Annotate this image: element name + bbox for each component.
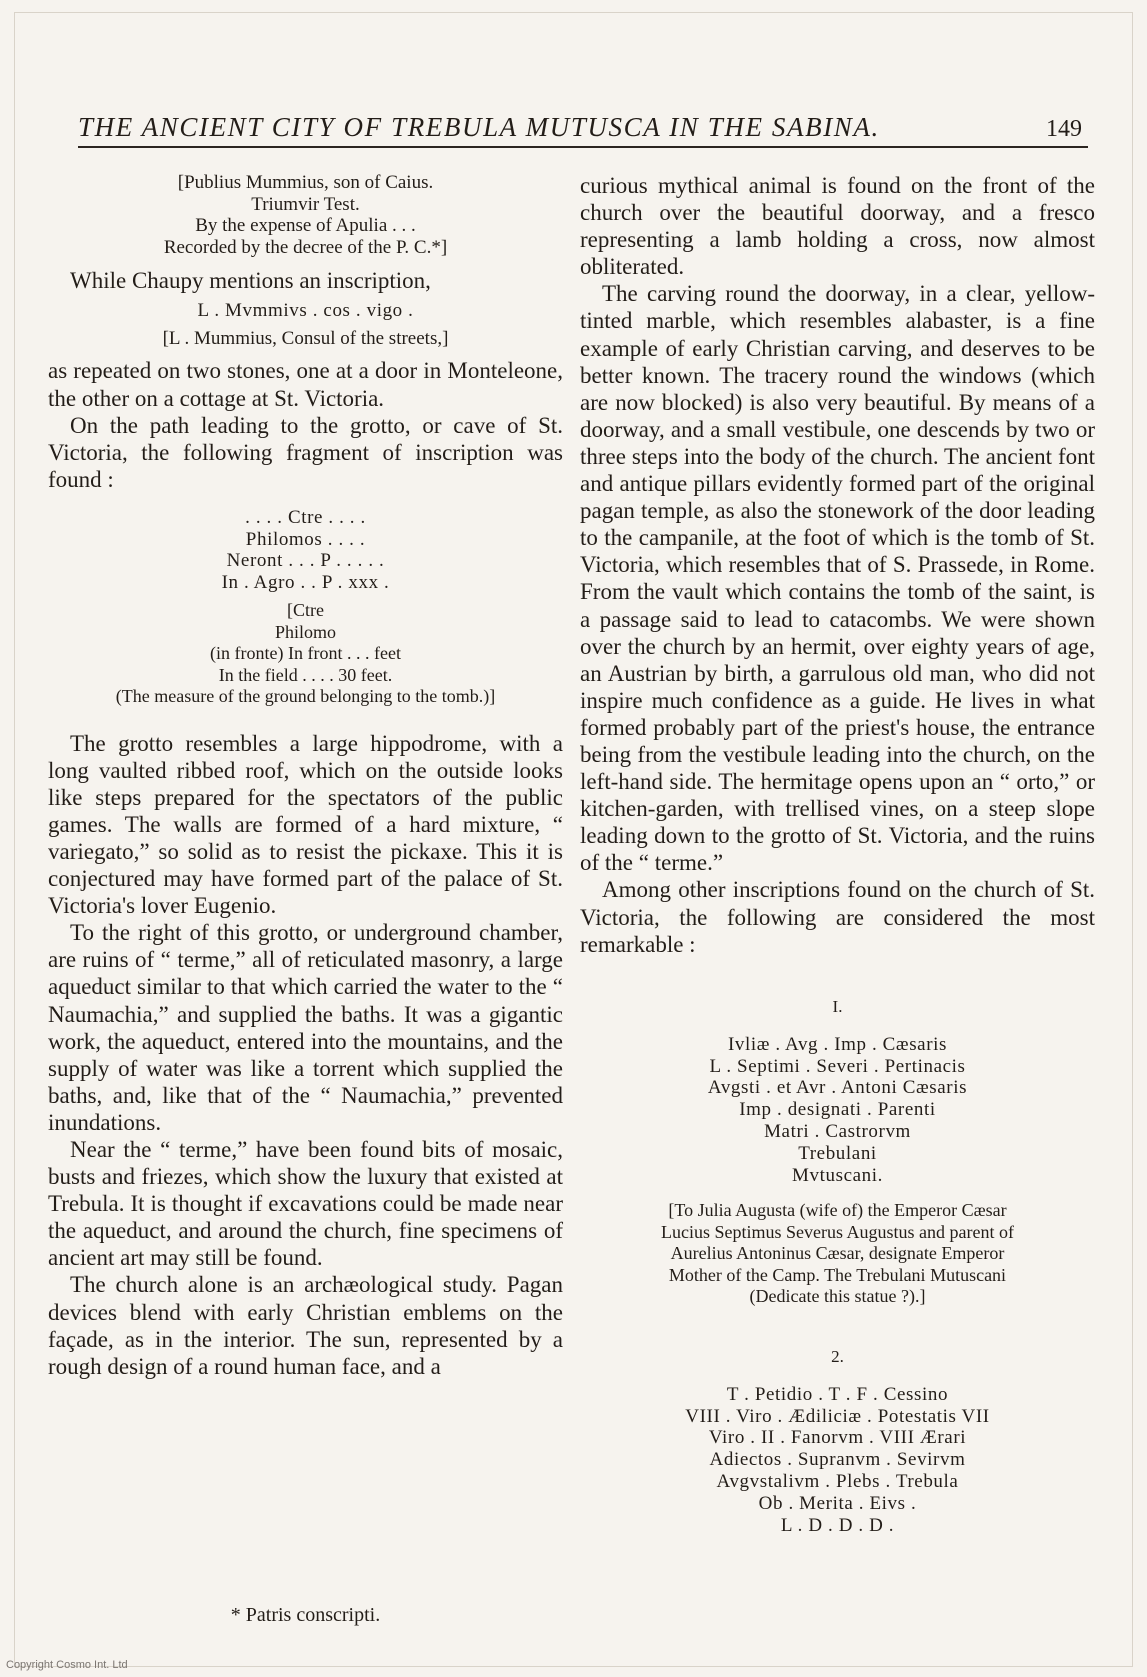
page-number: 149 xyxy=(1046,116,1082,142)
translation-line: (Dedicate this statue ?).] xyxy=(749,1286,926,1307)
fragment-translation xyxy=(48,600,563,708)
paragraph-repeated: as repeated on two stones, one at a door in Monteleone, the other on a cottage at St. Victoria. xyxy=(48,358,563,411)
paragraph-near-terme: Near the “ terme,” have been found bits of mosaic, busts and friezes, which show the luxury that existed at Trebula. It is thought if excavations could be made near the aqueduct, and around the church, fine specimens of ancient art may still be found. xyxy=(48,1136,563,1271)
running-title: THE ANCIENT CITY OF TREBULA MUTUSCA IN THE SABINA. xyxy=(78,112,880,142)
inscription-1 xyxy=(580,1034,1095,1187)
translation-line: [To Julia Augusta (wife of) the Emperor Cæsar xyxy=(668,1200,1007,1221)
inscription-2 xyxy=(580,1384,1095,1537)
fragment-translation-line: Philomo xyxy=(274,621,336,642)
translation-block-1 xyxy=(48,172,563,259)
inscription-latin: L . Mvmmivs . cos . vigo . xyxy=(197,299,414,321)
fragment-inscription xyxy=(48,507,563,594)
right-column xyxy=(580,172,1095,1536)
inscription-line: Viro . II . Fanorvm . VIII Ærari xyxy=(708,1427,967,1449)
page-header xyxy=(78,112,1088,148)
inscription-line: T . Petidio . T . F . Cessino xyxy=(726,1383,949,1405)
paragraph-church: The church alone is an archæological study. Pagan devices blend with early Christian emblems on the façade, as in the interior. The sun, represented by a rough design of a round human face, and a xyxy=(48,1272,563,1379)
inscription-line: Avgvstalivm . Plebs . Trebula xyxy=(716,1470,959,1492)
fragment-translation-line: In the field . . . . 30 feet. xyxy=(218,664,393,685)
paragraph-among-inscriptions: Among other inscriptions found on the church of St. Victoria, the following are considered the most remarkable : xyxy=(580,877,1095,957)
translation-line: Aurelius Antoninus Cæsar, designate Emperor xyxy=(670,1243,1005,1264)
translation-line: Triumvir Test. xyxy=(251,193,360,215)
paragraph-curious-animal: curious mythical animal is found on the front of the church over the beautiful doorway, and a fresco representing a lamb holding a cross, now almost obliterated. xyxy=(580,173,1095,280)
inscription-line: Mvtuscani. xyxy=(792,1164,883,1186)
translation-line: By the expense of Apulia . . . xyxy=(195,215,416,237)
inscription-line: Imp . designati . Parenti xyxy=(739,1099,936,1121)
paragraph-grotto: The grotto resembles a large hippodrome, with a long vaulted ribbed roof, which on the outside looks like steps prepared for the spectators of the public games. The walls are formed of a hard mixture, “ variegato,” so solid as to resist the pickaxe. This it is conjectured may have formed part of the palace of St. Victoria's lover Eugenio. xyxy=(48,730,563,919)
left-column xyxy=(48,172,563,1380)
fragment-translation-line: (in fronte) In front . . . feet xyxy=(210,643,401,664)
inscription-line: Avgsti . et Avr . Antoni Cæsaris xyxy=(707,1077,968,1099)
paragraph-path: On the path leading to the grotto, or cave of St. Victoria, the following fragment of inscription was found : xyxy=(48,412,563,492)
inscription-number: 2. xyxy=(831,1346,844,1366)
paragraph-carving: The carving round the doorway, in a clear, yellow-tinted marble, which resembles alabaster, is a fine example of early Christian carving, and deserves to be better known. The tracery round the windows (which are now blocked) is also very beautiful. By means of a doorway, and a small vestibule, one descends by two or three steps into the body of the church. The ancient font and antique pillars evidently formed part of the original pagan temple, as also the stonework of the door leading to the campanile, at the foot of which is the tomb of St. Victoria, which resembles that of S. Prassede, in Rome. From the vault which contains the tomb of the saint, is a passage said to lead to catacombs. We were shown over the church by an hermit, over eighty years of age, an Austrian by birth, a garrulous old man, who did not inspire much confidence as a guide. He lives in what formed probably part of the priest's house, the entrance being from the vestibule leading into the church, on the left-hand side. The hermitage opens upon an “ orto,” or kitchen-garden, with trellised vines, on a steep slope leading down to the grotto of St. Victoria, and the ruins of the “ terme.” xyxy=(580,281,1095,876)
inscription-line: L . D . D . D . xyxy=(780,1514,895,1536)
translation-line: Recorded by the decree of the P. C.*] xyxy=(163,237,448,259)
copyright-watermark: Copyright Cosmo Int. Ltd xyxy=(6,1659,128,1671)
paragraph-chaupy: While Chaupy mentions an inscription, xyxy=(70,267,431,293)
inscription-line: Ob . Merita . Eivs . xyxy=(758,1492,917,1514)
inscription-translation: [L . Mummius, Consul of the streets,] xyxy=(162,327,449,349)
translation-line: [Publius Mummius, son of Caius. xyxy=(177,172,434,193)
fragment-line: Neront . . . P . . . . . xyxy=(226,550,385,572)
inscription-line: VIII . Viro . Ædiliciæ . Potestatis VII xyxy=(685,1405,990,1427)
inscription-number: I. xyxy=(832,996,843,1016)
inscription-line: Adiectos . Supranvm . Sevirvm xyxy=(709,1449,966,1471)
inscription-line: Matri . Castrorvm xyxy=(764,1120,911,1142)
translation-line: Lucius Septimus Severus Augustus and parent of xyxy=(661,1221,1014,1242)
inscription-line: Ivliæ . Avg . Imp . Cæsaris xyxy=(727,1033,948,1055)
fragment-line: . . . . Ctre . . . . xyxy=(245,506,366,528)
paragraph-right-of-grotto: To the right of this grotto, or underground chamber, are ruins of “ terme,” all of reticulated masonry, a large aqueduct similar to that which carried the water to the “ Naumachia,” and supplied the baths. It was a gigantic work, the aqueduct, entered into the mountains, and the supply of water was like a torrent which supplied the baths, and, like that of the “ Naumachia,” prevented inundations. xyxy=(48,920,563,1135)
inscription-1-translation xyxy=(580,1200,1095,1308)
fragment-line: In . Agro . . P . xxx . xyxy=(221,572,390,594)
footnote: * Patris conscripti. xyxy=(230,1604,381,1626)
inscription-line: L . Septimi . Severi . Pertinacis xyxy=(709,1055,966,1077)
fragment-translation-line: [Ctre xyxy=(287,600,324,621)
fragment-line: Philomos . . . . xyxy=(245,528,366,550)
fragment-translation-line: (The measure of the ground belonging to the tomb.)] xyxy=(115,686,496,707)
translation-line: Mother of the Camp. The Trebulani Mutuscani xyxy=(668,1264,1007,1285)
inscription-line: Trebulani xyxy=(798,1142,877,1164)
